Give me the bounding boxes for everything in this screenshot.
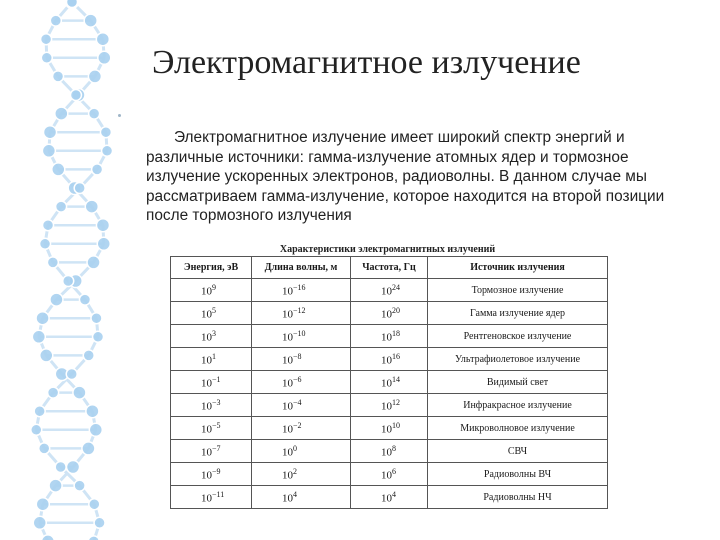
molecule-chain-decoration [0,0,140,540]
cell-frequency-exponent: 14 [392,374,400,384]
molecule-atom [39,443,50,454]
molecule-atom [52,163,65,176]
molecule-atom [96,33,109,46]
cell-wavelength [252,302,351,325]
molecule-atom [42,144,55,157]
table-row [171,371,608,394]
cell-energy-base: 10 [201,492,212,505]
molecule-atom [48,387,59,398]
molecule-atom [102,145,113,156]
molecule-atom [49,479,62,492]
molecule-atom [89,423,102,436]
molecule-atom [40,238,51,249]
cell-wavelength-exponent: 4 [293,489,297,499]
cell-energy-exponent: −7 [212,443,221,453]
molecule-atom [53,71,64,82]
table-row [171,417,608,440]
molecule-atom [34,406,45,417]
molecule-atom [55,462,66,473]
molecule-atom [96,219,109,232]
cell-wavelength-exponent: 0 [293,443,297,453]
cell-frequency-base: 10 [381,400,392,413]
cell-wavelength-base: 10 [282,400,293,413]
cell-energy [171,348,252,371]
molecule-atom [36,312,49,325]
cell-wavelength-base: 10 [282,377,293,390]
molecule-atoms [31,0,113,540]
cell-energy [171,440,252,463]
cell-energy-base: 10 [201,354,212,367]
cell-energy-exponent: −9 [212,466,221,476]
molecule-atom [50,15,61,26]
cell-frequency-base: 10 [381,492,392,505]
cell-wavelength-exponent: −10 [293,328,306,338]
table-row [171,394,608,417]
cell-frequency [351,371,428,394]
cell-energy [171,394,252,417]
molecule-atom [88,70,101,83]
cell-frequency [351,394,428,417]
molecule-atom [82,442,95,455]
cell-source: СВЧ [428,440,608,463]
cell-wavelength-base: 10 [282,423,293,436]
cell-frequency-exponent: 6 [392,466,396,476]
molecule-atom [43,220,54,231]
cell-wavelength [252,417,351,440]
cell-wavelength [252,348,351,371]
table-row [171,325,608,348]
cell-energy-exponent: 9 [212,282,216,292]
cell-wavelength-base: 10 [282,492,293,505]
molecule-atom [85,200,98,213]
molecule-atom [86,405,99,418]
table-row [171,302,608,325]
cell-frequency-exponent: 16 [392,351,400,361]
cell-source: Рентгеновское излучение [428,325,608,348]
cell-frequency [351,279,428,302]
cell-source: Радиоволны ВЧ [428,463,608,486]
molecule-atom [92,164,103,175]
molecule-atom [36,498,49,511]
cell-energy [171,325,252,348]
cell-wavelength [252,486,351,509]
table-row [171,463,608,486]
cell-energy-base: 10 [201,331,212,344]
molecule-atom [83,350,94,361]
molecule-atom [67,461,80,474]
molecule-atom [33,516,46,529]
molecule-atom [41,34,52,45]
cell-frequency-exponent: 8 [392,443,396,453]
cell-wavelength [252,371,351,394]
molecule-atom [93,331,104,342]
molecule-atom [97,237,110,250]
molecule-atom [47,257,58,268]
cell-source: Тормозное излучение [428,279,608,302]
cell-source: Инфракрасное излучение [428,394,608,417]
cell-frequency-base: 10 [381,446,392,459]
cell-energy [171,463,252,486]
cell-frequency [351,440,428,463]
molecule-atom [70,90,81,101]
molecule-atom [63,276,74,287]
cell-frequency-base: 10 [381,285,392,298]
cell-wavelength-exponent: −16 [293,282,306,292]
cell-frequency-exponent: 4 [392,489,396,499]
header-frequency: Частота, Гц [351,257,428,279]
table-row [171,279,608,302]
molecule-atom [67,0,78,8]
cell-energy-base: 10 [201,423,212,436]
cell-frequency [351,348,428,371]
cell-frequency-exponent: 24 [392,282,400,292]
cell-frequency [351,325,428,348]
cell-frequency [351,486,428,509]
molecule-atom [31,424,42,435]
radiation-table [170,256,608,509]
cell-wavelength-base: 10 [282,469,293,482]
molecule-atom [41,52,52,63]
table-image [150,240,625,536]
cell-wavelength-base: 10 [282,308,293,321]
cell-frequency-base: 10 [381,308,392,321]
cell-wavelength [252,440,351,463]
cell-wavelength-base: 10 [282,354,293,367]
molecule-atom [55,107,68,120]
cell-wavelength-exponent: 2 [293,466,297,476]
cell-frequency-base: 10 [381,354,392,367]
molecule-atom [73,386,86,399]
molecule-atom [89,108,100,119]
cell-frequency-base: 10 [381,469,392,482]
cell-source: Гамма излучение ядер [428,302,608,325]
molecule-atom [74,480,85,491]
cell-frequency-base: 10 [381,423,392,436]
table-header-row [171,257,608,279]
cell-energy-base: 10 [201,446,212,459]
bullet-dot [118,114,121,117]
cell-frequency-exponent: 18 [392,328,400,338]
molecule-atom [41,535,54,540]
cell-energy-exponent: 3 [212,328,216,338]
cell-frequency-exponent: 10 [392,420,400,430]
intro-paragraph [146,128,694,226]
cell-energy [171,302,252,325]
intro-paragraph-text: Электромагнитное излучение имеет широкий спектр энергий и различные источники: гамма-излучение атомных ядер и тормозное излучение ускоренных электронов, радиоволны. В данном случае мы рассматриваем гамма-излучение, которое находится на второй позиции после тормозного излучения [146,129,665,224]
cell-wavelength [252,325,351,348]
molecule-atom [50,293,63,306]
molecule-atom [32,330,45,343]
cell-frequency [351,463,428,486]
cell-wavelength-exponent: −8 [293,351,302,361]
cell-wavelength [252,394,351,417]
molecule-atom [91,313,102,324]
cell-source: Ультрафиолетовое излучение [428,348,608,371]
cell-energy [171,371,252,394]
molecule-atom [56,201,67,212]
cell-wavelength-exponent: −12 [293,305,306,315]
cell-energy-base: 10 [201,285,212,298]
cell-energy-exponent: −3 [212,397,221,407]
cell-wavelength-exponent: −6 [293,374,302,384]
cell-source: Радиоволны НЧ [428,486,608,509]
header-energy: Энергия, эВ [171,257,252,279]
cell-wavelength [252,463,351,486]
cell-energy-exponent: 5 [212,305,216,315]
molecule-atom [94,517,105,528]
cell-wavelength-exponent: −2 [293,420,302,430]
table-row [171,440,608,463]
cell-frequency-exponent: 20 [392,305,400,315]
header-wavelength: Длина волны, м [252,257,351,279]
molecule-atom [89,499,100,510]
molecule-atom [44,126,57,139]
cell-wavelength-exponent: −4 [293,397,302,407]
header-source: Источник излучения [428,257,608,279]
cell-energy-base: 10 [201,469,212,482]
cell-energy-exponent: −1 [212,374,221,384]
cell-energy-base: 10 [201,377,212,390]
cell-energy-exponent: 1 [212,351,216,361]
cell-wavelength-base: 10 [282,285,293,298]
cell-energy-exponent: −5 [212,420,221,430]
molecule-atom [100,127,111,138]
table-row [171,348,608,371]
cell-energy-base: 10 [201,308,212,321]
cell-frequency [351,302,428,325]
cell-energy [171,279,252,302]
cell-frequency [351,417,428,440]
molecule-atom [74,183,85,194]
molecule-atom [66,369,77,380]
cell-wavelength-base: 10 [282,331,293,344]
table-row [171,486,608,509]
cell-frequency-base: 10 [381,377,392,390]
table-caption: Характеристики электромагнитных излучений [279,244,496,255]
cell-wavelength [252,279,351,302]
cell-energy-exponent: −11 [212,489,225,499]
molecule-atom [84,14,97,27]
molecule-atom [87,256,100,269]
cell-frequency-exponent: 12 [392,397,400,407]
cell-energy [171,417,252,440]
molecule-atom [98,51,111,64]
slide-title: Электромагнитное излучение [152,44,581,81]
molecule-atom [88,536,99,540]
cell-frequency-base: 10 [381,331,392,344]
molecule-atom [40,349,53,362]
cell-energy [171,486,252,509]
cell-wavelength-base: 10 [282,446,293,459]
cell-source: Видимый свет [428,371,608,394]
cell-energy-base: 10 [201,400,212,413]
molecule-atom [79,294,90,305]
cell-source: Микроволновое излучение [428,417,608,440]
